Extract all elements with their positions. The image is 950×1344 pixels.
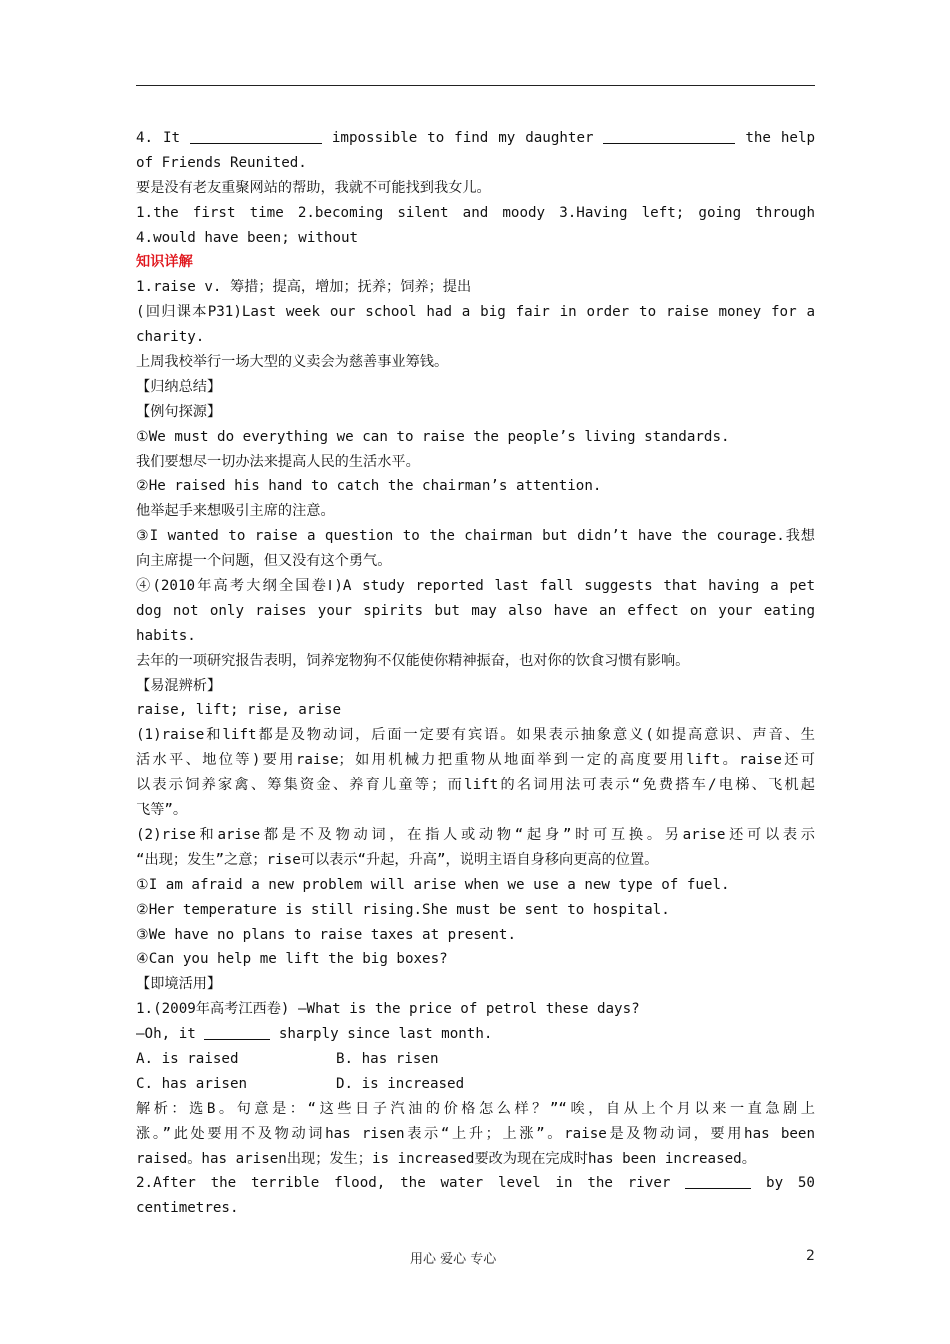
question-4-line-2: of Friends Reunited. [136, 154, 307, 171]
page-number: 2 [806, 1248, 815, 1264]
answers-line-2: 4.would have been; without [136, 229, 359, 246]
header-rule [136, 85, 815, 86]
option-a: A. is raised [136, 1050, 239, 1067]
text: —Oh, it [136, 1026, 196, 1043]
answer-blank [190, 129, 322, 144]
raise-example-line-2: charity. [136, 329, 205, 346]
footer-motto: 用心 爱心 专心 [410, 1252, 497, 1267]
option-c: C. has arisen [136, 1075, 248, 1092]
summary-label: 【归纳总结】 [136, 378, 222, 395]
confusion-label: 【易混辨析】 [136, 677, 222, 694]
options-row-1 [136, 1047, 815, 1072]
comparison-example-1: ①I am afraid a new problem will arise when we use a new type of fuel. [136, 876, 730, 893]
example-4-line-2: dog not only raises your spirits but may also have an effect on your eating [136, 602, 815, 619]
text: 4. It [136, 130, 181, 146]
comparison-example-3: ③We have no plans to raise taxes at present. [136, 926, 517, 943]
section-heading: 知识详解 [136, 254, 193, 271]
analysis-line-2: 涨。”此处要用不及物动词has risen表示“上升；上涨”。raise是及物动词，要用has been [136, 1125, 815, 1142]
paragraph-2-line-1: (2)rise和arise都是不及物动词，在指人或动物“起身”时可互换。另arise还可以表示 [136, 826, 815, 843]
question-1-line-2 [136, 1022, 815, 1047]
paragraph-1-line-4: 飞等”。 [136, 802, 188, 819]
comparison-example-4: ④Can you help me lift the big boxes? [136, 951, 448, 968]
paragraph-1-line-2: 活水平、地位等)要用raise；如用机械力把重物从地面举到一定的高度要用lift。raise还可 [136, 752, 815, 769]
answer-blank [685, 1174, 751, 1189]
practice-label: 【即境活用】 [136, 976, 222, 993]
answer-blank [603, 129, 735, 144]
answers-line-1: 1.the first time 2.becoming silent and moody 3.Having left; going through [136, 204, 815, 221]
example-4-line-3: habits. [136, 627, 196, 644]
example-4-line-1: ④(2010年高考大纲全国卷Ⅰ)A study reported last fall suggests that having a pet [136, 578, 815, 595]
confusion-words: raise, lift; rise, arise [136, 702, 341, 719]
question-1-stem: 1.(2009年高考江西卷) —What is the price of petrol these days? [136, 1001, 640, 1018]
question-4-line-1 [136, 126, 815, 151]
option-b: B. has risen [336, 1050, 439, 1067]
paragraph-2-line-2: “出现；发生”之意；rise可以表示“升起，升高”，说明主语自身移向更高的位置。 [136, 851, 659, 868]
analysis-line-3: raised。has arisen出现；发生；is increased要改为现在完成时has been increased。 [136, 1150, 756, 1167]
analysis-line-1: 解析：选B。句意是：“这些日子汽油的价格怎么样？”“唉，自从上个月以来一直急剧上 [136, 1100, 815, 1117]
options-row-2 [136, 1072, 815, 1097]
example-3-line-2: 向主席提一个问题，但又没有这个勇气。 [136, 553, 392, 570]
example-2-translation: 他举起手来想吸引主席的注意。 [136, 503, 335, 520]
text: impossible to find my daughter [331, 130, 594, 146]
paragraph-1-line-1: (1)raise和lift都是及物动词，后面一定要有宾语。如果表示抽象意义(如提高意识、声音、生 [136, 727, 815, 744]
example-2: ②He raised his hand to catch the chairman’s attention. [136, 478, 602, 495]
raise-example-translation: 上周我校举行一场大型的义卖会为慈善事业筹钱。 [136, 354, 449, 371]
question-2-line-1 [136, 1171, 815, 1196]
text: the help [745, 130, 815, 146]
example-1-translation: 我们要想尽一切办法来提高人民的生活水平。 [136, 453, 420, 470]
raise-definition: 1.raise v. 筹措；提高，增加；抚养；饲养；提出 [136, 279, 472, 296]
answer-blank [204, 1025, 270, 1040]
examples-label: 【例句探源】 [136, 403, 222, 420]
document-body [136, 126, 815, 1221]
text: by 50 [766, 1175, 815, 1192]
example-1: ①We must do everything we can to raise the people’s living standards. [136, 428, 730, 445]
question-2-line-2: centimetres. [136, 1200, 239, 1217]
text: 2.After the terrible flood, the water level in the river [136, 1175, 671, 1192]
text: sharply since last month. [278, 1026, 493, 1043]
example-3-line-1: ③I wanted to raise a question to the chairman but didn’t have the courage.我想 [136, 528, 815, 545]
comparison-example-2: ②Her temperature is still rising.She must be sent to hospital. [136, 901, 670, 918]
raise-example-line-1: (回归课本P31)Last week our school had a big fair in order to raise money for a [136, 304, 815, 321]
paragraph-1-line-3: 以表示饲养家禽、筹集资金、养育儿童等；而lift的名词用法可表示“免费搭车/电梯、飞机起 [136, 777, 815, 794]
option-d: D. is increased [336, 1075, 465, 1092]
question-4-translation: 要是没有老友重聚网站的帮助，我就不可能找到我女儿。 [136, 179, 491, 196]
example-4-translation: 去年的一项研究报告表明，饲养宠物狗不仅能使你精神振奋，也对你的饮食习惯有影响。 [136, 652, 690, 669]
